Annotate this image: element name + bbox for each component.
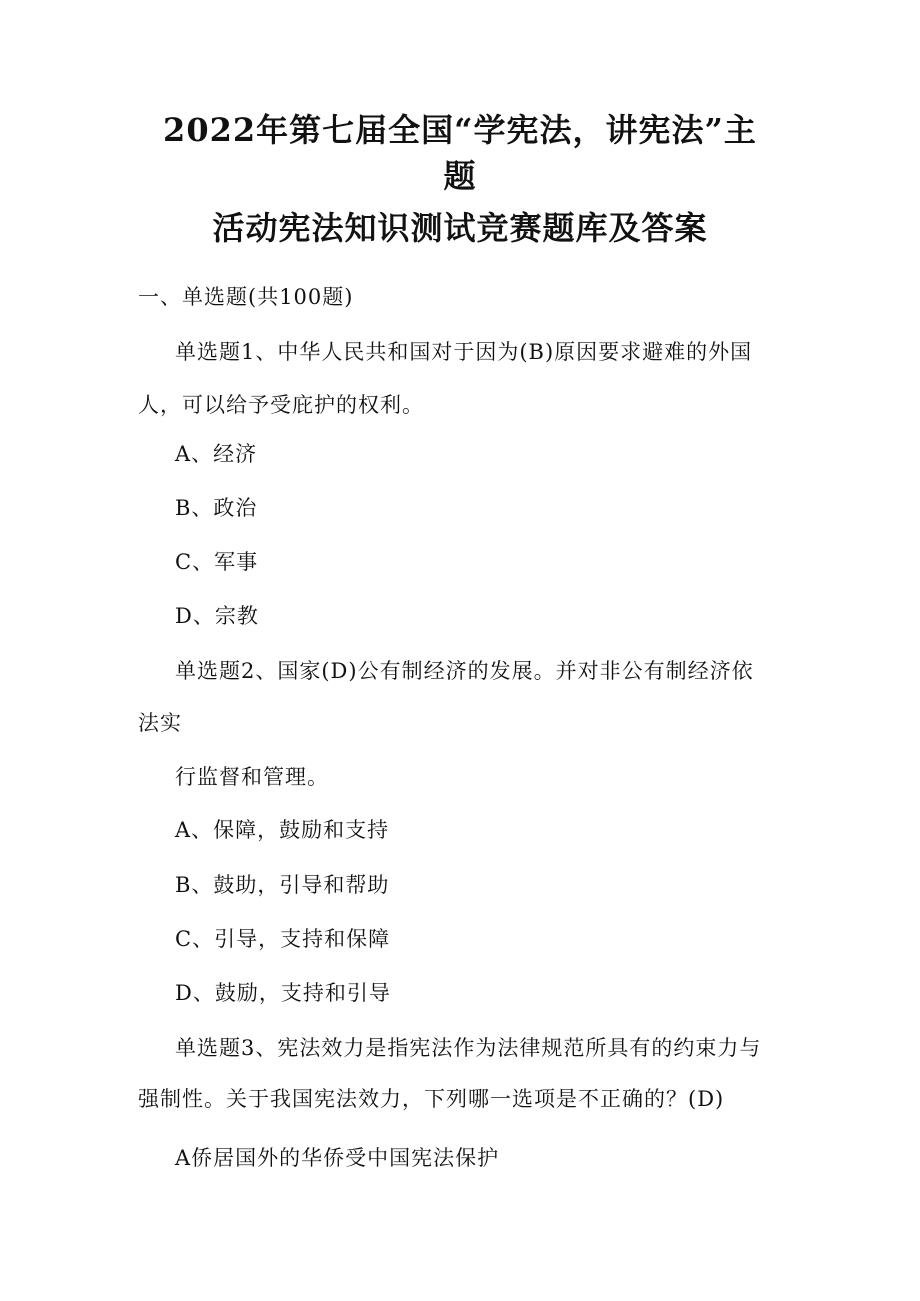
question-2-stem-line-2: 法实 [138,711,182,735]
question-1-option-b: B、政治 [175,496,258,520]
question-2-option-d: D、鼓励，支持和引导 [175,981,391,1005]
question-1-option-d: D、宗教 [175,604,259,628]
question-2-option-b: B、鼓助，引导和帮助 [175,873,390,897]
question-2-option-c: C、引导，支持和保障 [175,927,391,951]
question-1-option-a: A、经济 [175,442,258,466]
question-3-option-a: A侨居国外的华侨受中国宪法保护 [175,1146,500,1170]
question-1-stem-line-1: 单选题1、中华人民共和国对于因为(B)原因要求避难的外国 [175,340,753,364]
question-3-stem-line-2: 强制性。关于我国宪法效力，下列哪一选项是不正确的？(D) [138,1087,725,1111]
question-2-stem-line-1: 单选题2、国家(D)公有制经济的发展。并对非公有制经济依 [175,659,754,683]
question-2-stem-line-3: 行监督和管理。 [175,765,329,789]
section-heading: 一、单选题(共100题) [138,285,354,309]
question-1-stem-line-2: 人，可以给予受庇护的权利。 [138,393,424,417]
question-1-option-c: C、军事 [175,550,259,574]
document-title-line-1: 2022年第七届全国“学宪法，讲宪法”主 [163,111,757,149]
document-title-line-2: 题 [443,157,477,195]
document-title-line-3: 活动宪法知识测试竞赛题库及答案 [212,209,708,247]
question-2-option-a: A、保障，鼓励和支持 [175,818,390,842]
question-3-stem-line-1: 单选题3、宪法效力是指宪法作为法律规范所具有的约束力与 [175,1036,762,1060]
